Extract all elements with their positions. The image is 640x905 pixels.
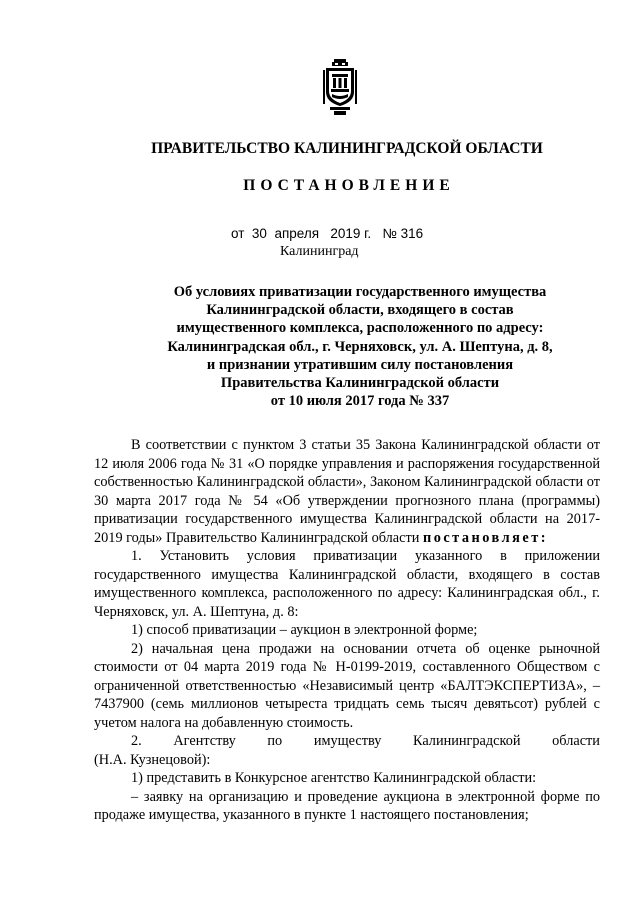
document-type: ПОСТАНОВЛЕНИЕ [243,177,455,194]
date-day: 30 [251,226,267,241]
item-2-word: по [267,733,283,749]
item-2-word: Агентству [173,733,236,749]
title-line: Об условиях приватизации государственного имущества [173,284,547,300]
item-2-word: имуществу [313,733,382,749]
item-2-word: 2. [131,733,142,749]
date-number-line [231,226,423,241]
document-number: 316 [400,226,424,241]
title-line: Калининградская обл., г. Черняховск, ул. А. Шептуна, д. 8, [167,338,553,355]
document-title [100,283,620,410]
title-line: и признании утратившим силу постановления [206,356,514,373]
date-month: апреля [274,226,320,241]
number-label: № [382,226,397,241]
date-prefix: от [231,226,245,241]
government-name: ПРАВИТЕЛЬСТВО КАЛИНИНГРАДСКОЙ ОБЛАСТИ [151,140,543,157]
item-2-first-line [94,732,600,751]
intro-text: В соответствии с пунктом 3 статьи 35 Закона Калининградской области от 12 июля 2006 года № 31 «О порядке управления и распоряжения государственной собственностью Калининградской области», Законом Калининградской области от 30 марта 2017 года № 54 «Об утверждении прогнозного плана (программы) приватизации государственного имущества Калининградской области на 2017-2019 годы» Правительство Калининградской области [94,437,600,546]
decree-word: постановляет: [422,529,548,546]
title-line: Калининградской области, входящего в состав [206,302,514,319]
item-1-2: 2) начальная цена продажи на основании отчета об оценке рыночной стоимости от 04 марта 2019 года № Н-0199-2019, составленного Обществом с ограниченной ответственностью «Независимый центр «БАЛТЭКСПЕРТИЗА», – 7437900 (семь миллионов четыреста тридцать семь тысяч девятьсот) рублей с учетом налога на добавленную стоимость. [94,640,600,731]
item-2-word: Калининградской [412,733,521,749]
title-line: имущественного комплекса, расположенного по адресу: [176,320,544,337]
item-2-word: области [552,733,600,749]
title-line: от 10 июля 2017 года № 337 [270,393,450,410]
city: Калининград [280,244,359,259]
document-body [94,436,600,825]
date-year: 2019 г. [330,226,372,241]
item-1: 1. Установить условия приватизации указанного в приложении государственного имущества Калининградской области, входящего в состав имущественного комплекса, расположенного по адресу: Калининградская обл., г. Черняховск, ул. А. Шептуна, д. 8: [94,548,600,620]
coat-of-arms-emblem [322,58,358,116]
item-1-1: 1) способ приватизации – аукцион в электронной форме; [131,622,478,638]
item-2-1-dash: – заявку на организацию и проведение аукциона в электронной форме по продаже имущества, указанного в пункте 1 настоящего постановления; [94,788,600,823]
item-2-1: 1) представить в Конкурсное агентство Калининградской области: [131,770,537,786]
title-line: Правительства Калининградской области [220,375,500,392]
item-2-rest: (Н.А. Кузнецовой): [94,751,211,768]
intro-paragraph [94,436,600,547]
